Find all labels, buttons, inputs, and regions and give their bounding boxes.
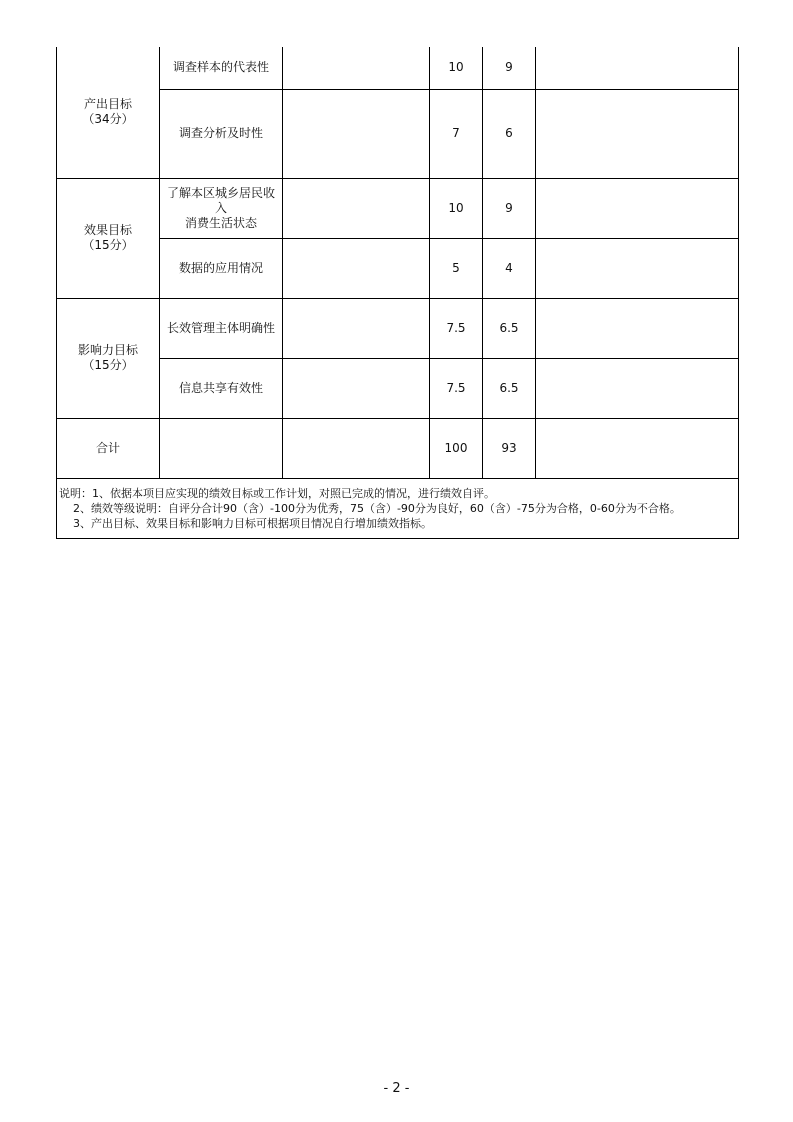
score-cell: 9 (483, 47, 536, 89)
performance-table-container (56, 47, 738, 539)
weight-cell: 7.5 (430, 358, 483, 418)
indicator-cell: 了解本区城乡居民收入 消费生活状态 (160, 178, 283, 238)
category-influence: 影响力目标 （15分） (57, 298, 160, 418)
total-score: 93 (483, 418, 536, 478)
category-output: 产出目标 （34分） (57, 47, 160, 178)
table-row (57, 47, 739, 89)
weight-cell: 7.5 (430, 298, 483, 358)
note-line: 2、绩效等级说明：自评分合计90（含）-100分为优秀，75（含）-90分为良好，60（含）-75分为合格，0-60分为不合格。 (59, 501, 681, 515)
remark-cell (536, 47, 739, 89)
total-weight: 100 (430, 418, 483, 478)
indicator-cell: 长效管理主体明确性 (160, 298, 283, 358)
remark-cell (536, 298, 739, 358)
performance-evaluation-table (56, 47, 739, 539)
content-cell (283, 47, 430, 89)
total-label: 合计 (57, 418, 160, 478)
content-cell (283, 298, 430, 358)
indicator-cell: 调查分析及时性 (160, 89, 283, 178)
table-row (57, 89, 739, 178)
weight-cell: 7 (430, 89, 483, 178)
weight-cell: 10 (430, 178, 483, 238)
content-cell (283, 89, 430, 178)
category-effect: 效果目标 （15分） (57, 178, 160, 298)
note-line: 3、产出目标、效果目标和影响力目标可根据项目情况自行增加绩效指标。 (59, 516, 432, 530)
remark-cell (536, 418, 739, 478)
weight-cell: 10 (430, 47, 483, 89)
indicator-cell: 信息共享有效性 (160, 358, 283, 418)
note-line: 说明：1、依据本项目应实现的绩效目标或工作计划，对照已完成的情况，进行绩效自评。 (59, 486, 495, 500)
total-row (57, 418, 739, 478)
score-cell: 9 (483, 178, 536, 238)
table-row (57, 358, 739, 418)
indicator-cell: 数据的应用情况 (160, 238, 283, 298)
score-cell: 6.5 (483, 298, 536, 358)
score-cell: 6.5 (483, 358, 536, 418)
remark-cell (536, 358, 739, 418)
content-cell (283, 358, 430, 418)
content-cell (283, 178, 430, 238)
score-cell: 6 (483, 89, 536, 178)
table-row (57, 238, 739, 298)
remark-cell (536, 178, 739, 238)
page-number: - 2 - (383, 1081, 410, 1096)
remark-cell (536, 238, 739, 298)
content-cell (283, 418, 430, 478)
content-cell (283, 238, 430, 298)
table-row (57, 298, 739, 358)
notes-cell (57, 478, 739, 538)
indicator-cell (160, 418, 283, 478)
score-cell: 4 (483, 238, 536, 298)
weight-cell: 5 (430, 238, 483, 298)
indicator-cell: 调查样本的代表性 (160, 47, 283, 89)
remark-cell (536, 89, 739, 178)
table-row (57, 178, 739, 238)
notes-row (57, 478, 739, 538)
